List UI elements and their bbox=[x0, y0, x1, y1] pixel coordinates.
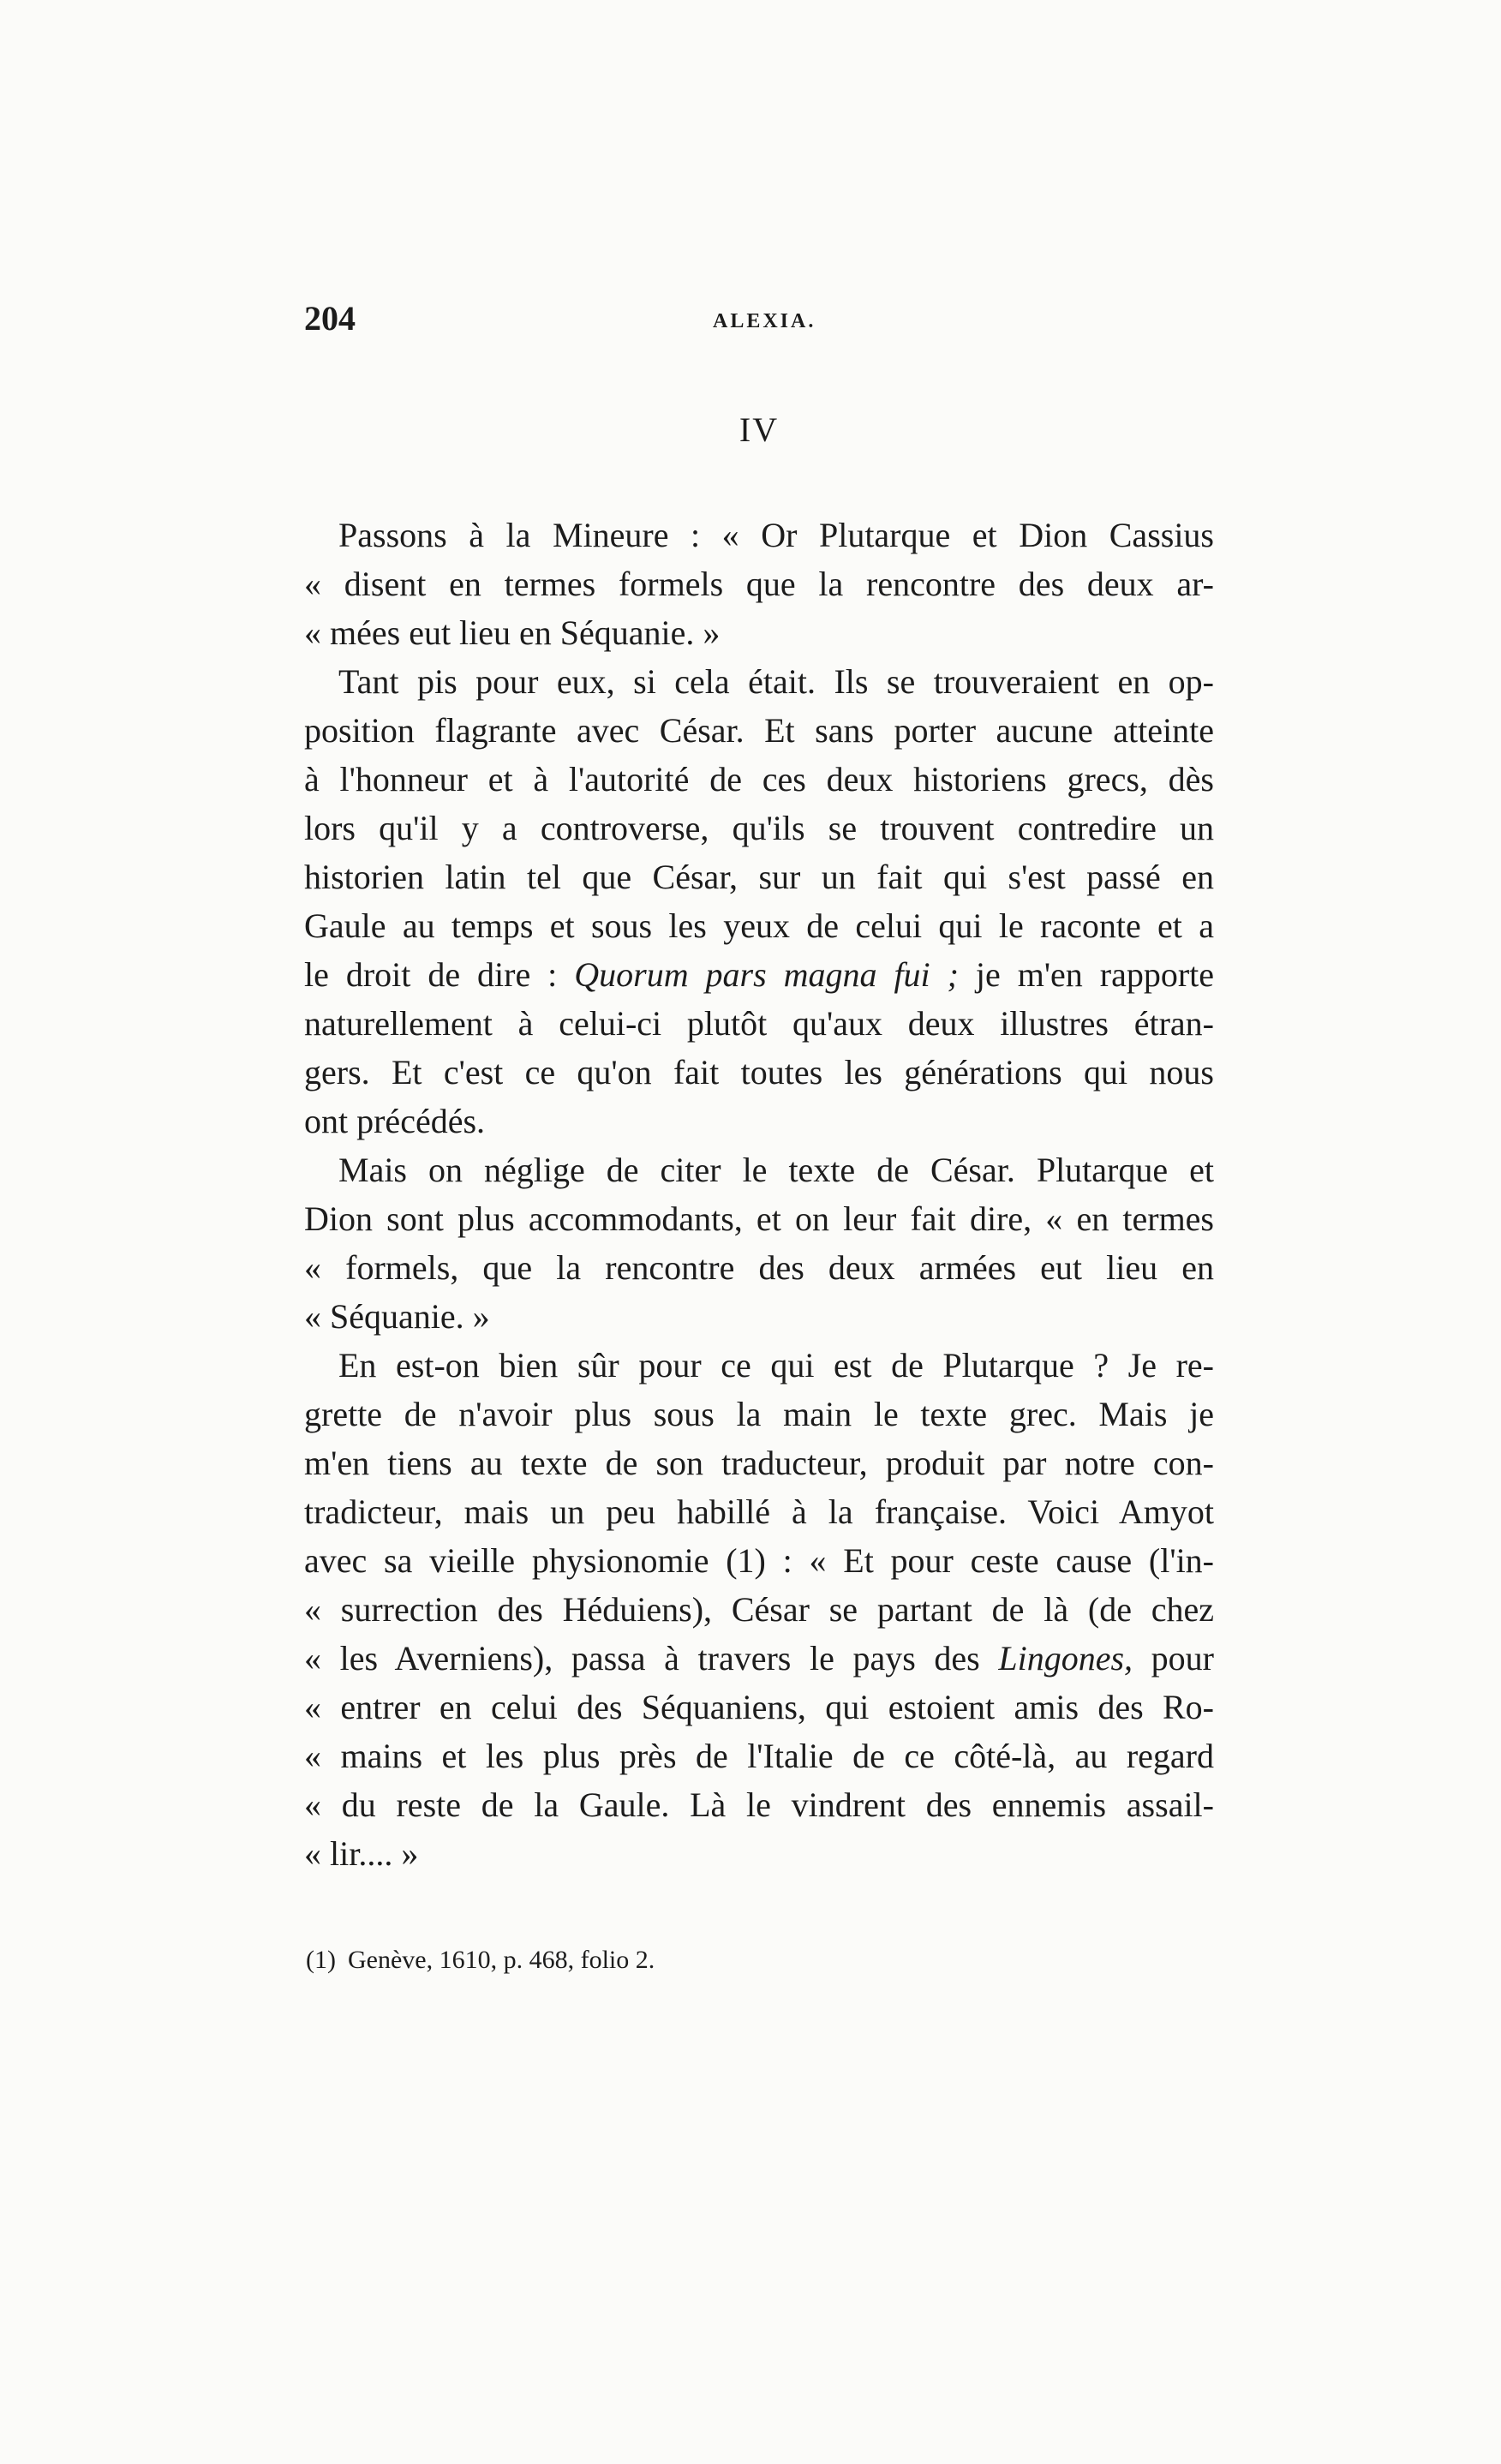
text-line: ont précédés. bbox=[304, 1102, 486, 1140]
text-line: « disent en termes formels que la rencontre des deux ar- bbox=[304, 565, 1214, 603]
text-line: avec sa vieille physionomie (1) : « Et pour ceste cause (l'in- bbox=[304, 1541, 1214, 1580]
text-line: position flagrante avec César. Et sans porter aucune atteinte bbox=[304, 711, 1214, 750]
text-line: « Séquanie. » bbox=[304, 1297, 490, 1336]
text-line: « du reste de la Gaule. Là le vindrent des ennemis assail- bbox=[304, 1785, 1214, 1824]
text-line: Passons à la Mineure : « Or Plutarque et Dion Cassius bbox=[338, 516, 1214, 554]
text-segment: le droit de dire : bbox=[304, 955, 575, 994]
text-line: « mées eut lieu en Séquanie. » bbox=[304, 613, 721, 652]
text-line: « lir.... » bbox=[304, 1834, 419, 1873]
text-segment: je m'en rapporte bbox=[958, 955, 1215, 994]
page-header bbox=[304, 298, 1214, 350]
latin-quote: Quorum pars magna fui ; bbox=[574, 955, 959, 994]
text-line: lors qu'il y a controverse, qu'ils se trouvent contredire un bbox=[304, 809, 1214, 847]
text-line: Tant pis pour eux, si cela était. Ils se trouveraient en op- bbox=[338, 662, 1214, 701]
text-line-with-name bbox=[304, 1634, 1214, 1683]
text-line: historien latin tel que César, sur un fait qui s'est passé en bbox=[304, 858, 1214, 896]
text-segment: pour bbox=[1133, 1639, 1214, 1678]
text-line: « surrection des Héduiens), César se partant de là (de chez bbox=[304, 1590, 1214, 1629]
footnote-marker: (1) bbox=[306, 1946, 336, 1974]
text-line: « formels, que la rencontre des deux armées eut lieu en bbox=[304, 1248, 1214, 1287]
text-line: Dion sont plus accommodants, et on leur fait dire, « en termes bbox=[304, 1199, 1214, 1238]
body-text bbox=[304, 511, 1214, 1878]
text-line: naturellement à celui-ci plutôt qu'aux deux illustres étran- bbox=[304, 1004, 1214, 1043]
footnote bbox=[304, 1943, 1216, 1977]
text-line: « mains et les plus près de l'Italie de ce côté-là, au regard bbox=[304, 1737, 1214, 1775]
text-line: grette de n'avoir plus sous la main le texte grec. Mais je bbox=[304, 1395, 1214, 1433]
latin-name: Lingones, bbox=[998, 1639, 1133, 1678]
running-title: ALEXIA. bbox=[713, 310, 816, 332]
footnote-text: Genève, 1610, p. 468, folio 2. bbox=[347, 1946, 655, 1974]
text-line-with-quote bbox=[304, 950, 1214, 999]
page-number: 204 bbox=[304, 299, 356, 338]
text-line: En est-on bien sûr pour ce qui est de Plutarque ? Je re- bbox=[338, 1346, 1214, 1385]
text-line: Mais on néglige de citer le texte de César. Plutarque et bbox=[338, 1151, 1214, 1189]
text-segment: « les Averniens), passa à travers le pays des bbox=[304, 1639, 999, 1678]
text-line: à l'honneur et à l'autorité de ces deux historiens grecs, dès bbox=[304, 760, 1214, 798]
text-line: m'en tiens au texte de son traducteur, produit par notre con- bbox=[304, 1444, 1214, 1482]
section-heading: IV bbox=[739, 410, 780, 449]
text-line: « entrer en celui des Séquaniens, qui estoient amis des Ro- bbox=[304, 1688, 1214, 1726]
text-line: Gaule au temps et sous les yeux de celui qui le raconte et a bbox=[304, 906, 1214, 945]
text-line: gers. Et c'est ce qu'on fait toutes les générations qui nous bbox=[304, 1053, 1214, 1091]
text-line: tradicteur, mais un peu habillé à la française. Voici Amyot bbox=[304, 1492, 1214, 1531]
